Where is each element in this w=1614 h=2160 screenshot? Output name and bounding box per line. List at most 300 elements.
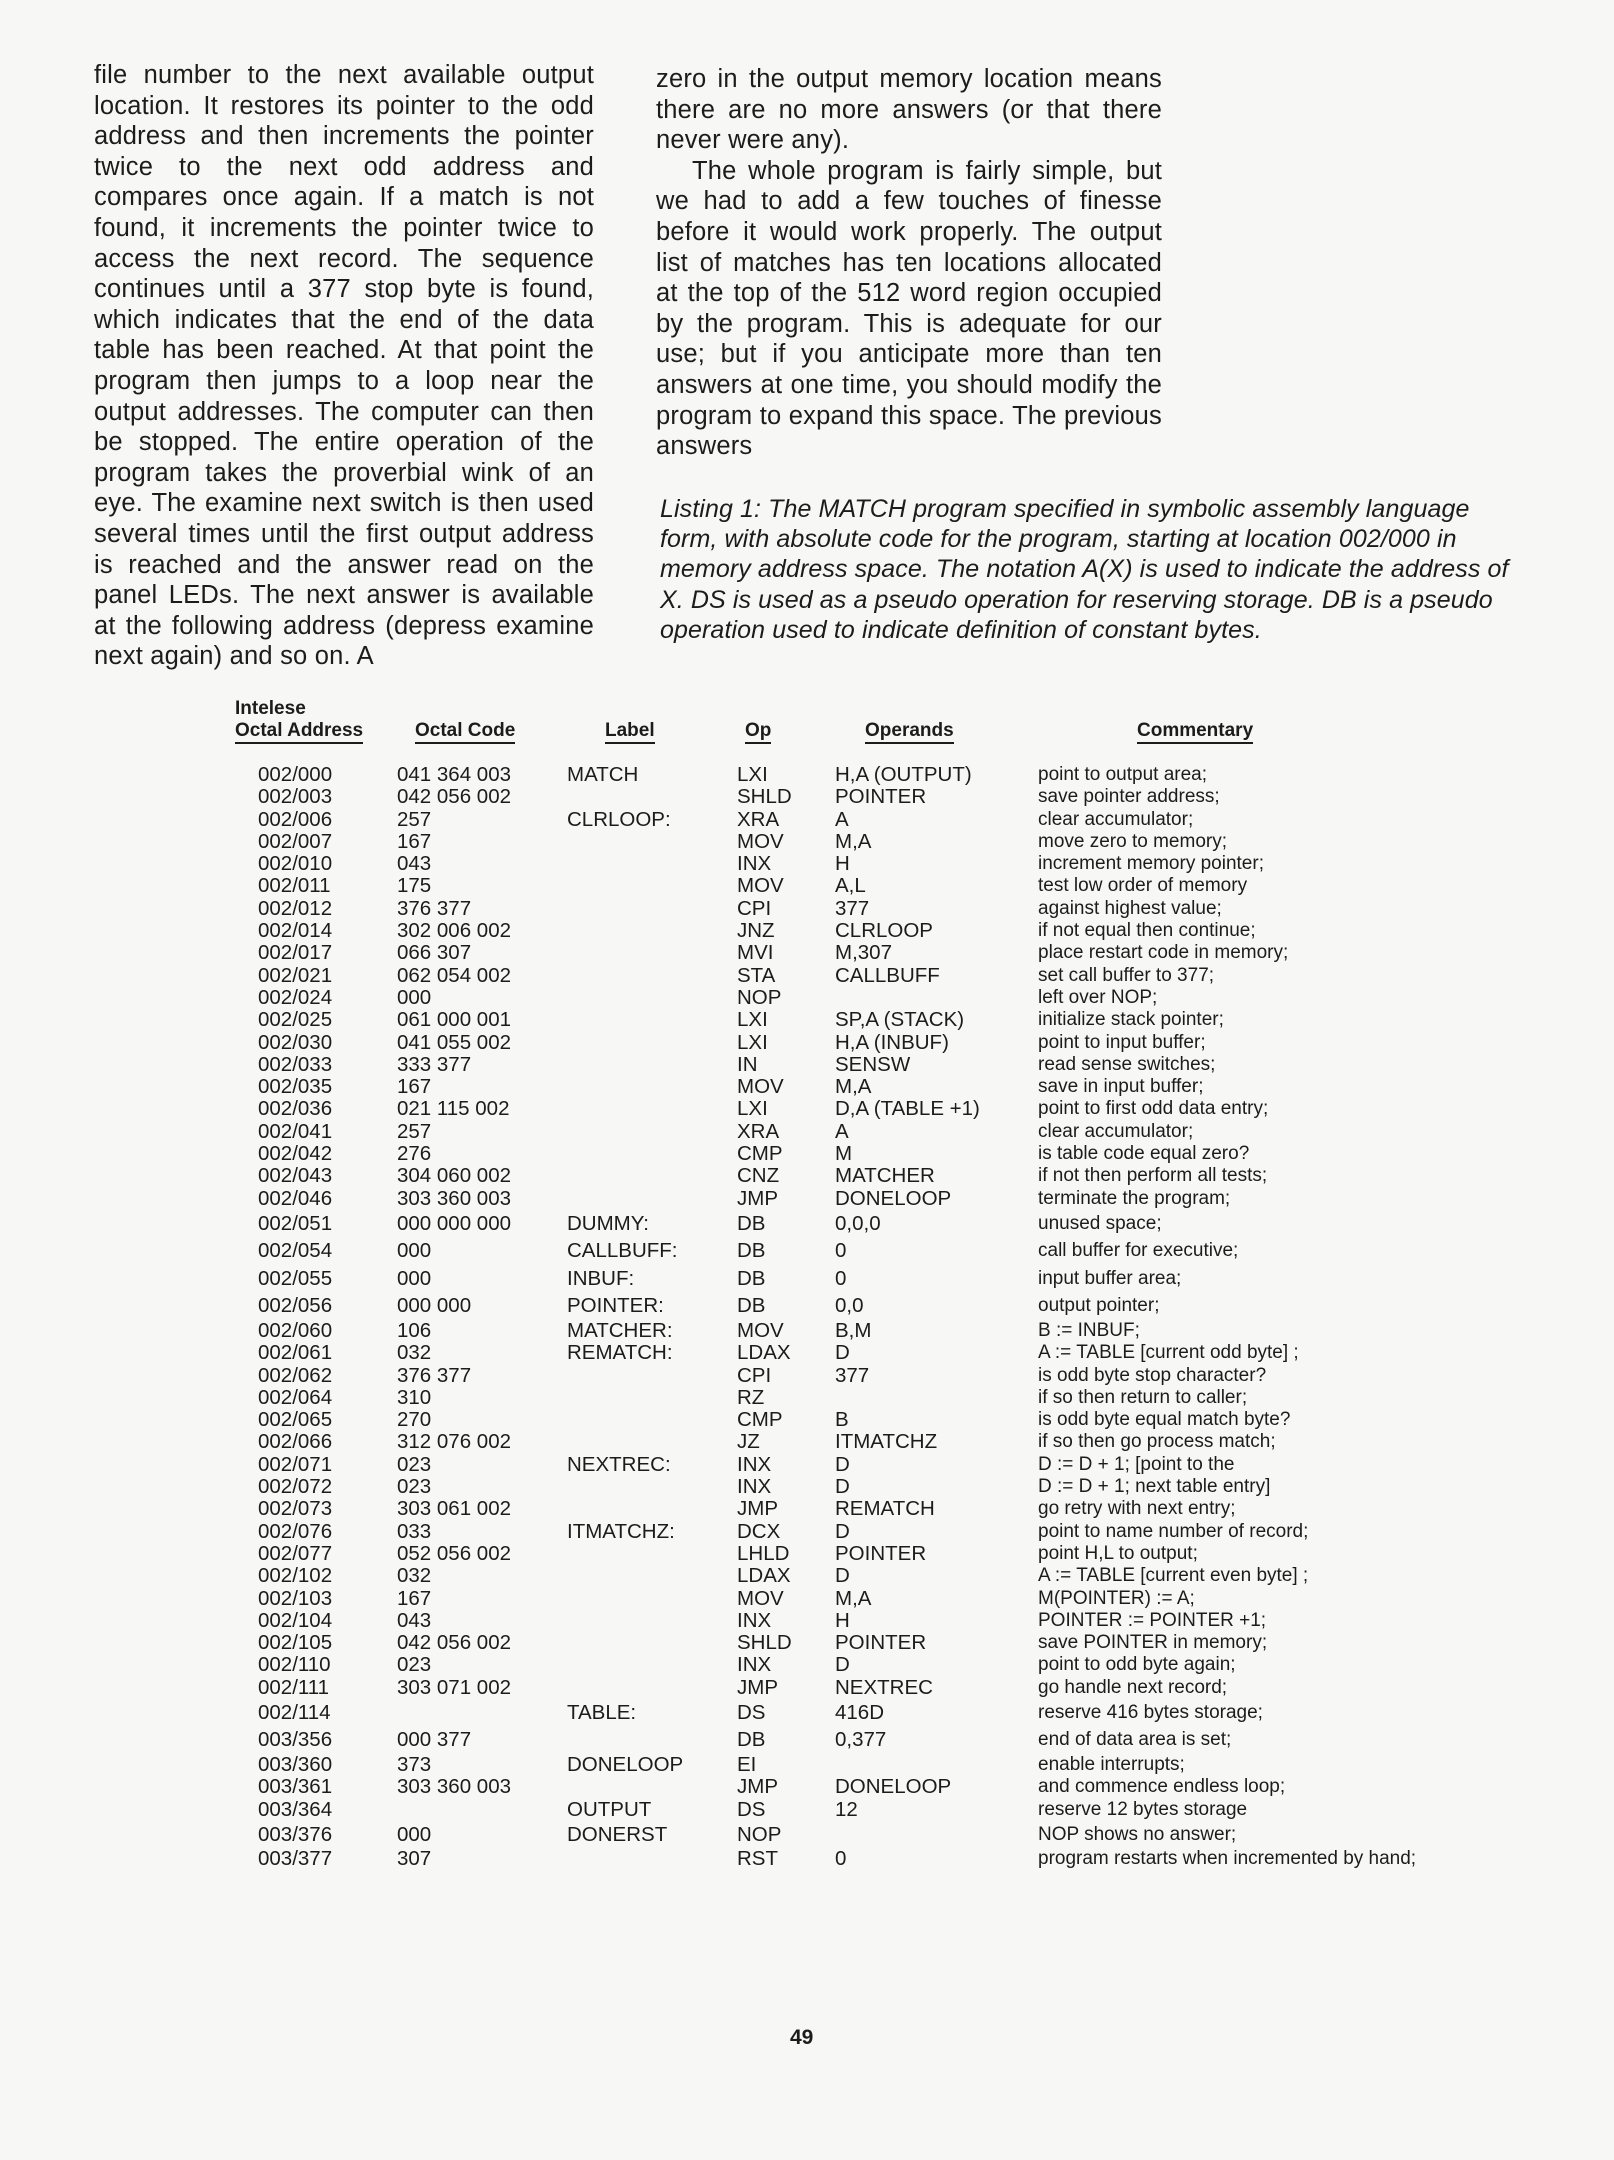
listing-row — [230, 898, 1530, 920]
listing-row — [230, 1565, 1530, 1587]
operands-cell: 0 — [835, 1266, 847, 1290]
label-cell: INBUF: — [567, 1266, 635, 1290]
commentary-cell: D := D + 1; next table entry] — [1038, 1476, 1271, 1498]
header-commentary: Commentary — [1137, 720, 1253, 742]
operands-cell: B,M — [835, 1318, 872, 1342]
listing-row — [230, 1121, 1530, 1143]
commentary-cell: is table code equal zero? — [1038, 1143, 1250, 1165]
listing-row — [230, 1677, 1530, 1699]
listing-row — [230, 1342, 1530, 1364]
commentary-cell: point to output area; — [1038, 764, 1208, 785]
listing-row — [230, 875, 1530, 897]
commentary-cell: clear accumulator; — [1038, 1120, 1194, 1142]
commentary-cell: A := TABLE [current even byte] ; — [1038, 1565, 1309, 1587]
address-cell: 002/072 — [258, 1475, 333, 1499]
op-cell: DB — [737, 1728, 766, 1752]
listing-rows — [230, 764, 1530, 1871]
commentary-cell: unused space; — [1038, 1212, 1162, 1234]
address-cell: 002/024 — [258, 985, 333, 1009]
operands-cell: D — [835, 1519, 850, 1543]
commentary-cell: and commence endless loop; — [1038, 1776, 1286, 1798]
octal-code-cell: 312 076 002 — [397, 1430, 512, 1454]
octal-code-cell: 041 055 002 — [397, 1030, 512, 1054]
op-cell: MOV — [737, 1318, 784, 1342]
commentary-cell: save POINTER in memory; — [1038, 1632, 1268, 1654]
right-column-text — [656, 64, 1162, 462]
op-cell: DB — [737, 1211, 766, 1235]
commentary-cell: POINTER := POINTER +1; — [1038, 1609, 1267, 1631]
octal-code-cell: 000 000 — [397, 1294, 472, 1318]
octal-code-cell: 276 — [397, 1142, 432, 1166]
operands-cell: B — [835, 1408, 849, 1432]
operands-cell: 0 — [835, 1847, 847, 1871]
op-cell: DB — [737, 1266, 766, 1290]
address-cell: 002/061 — [258, 1341, 333, 1365]
address-cell: 003/376 — [258, 1822, 333, 1846]
listing-row — [230, 1076, 1530, 1098]
operands-cell: D — [835, 1564, 850, 1588]
commentary-cell: save pointer address; — [1038, 786, 1220, 808]
label-cell: DUMMY: — [567, 1211, 649, 1235]
op-cell: CPI — [737, 1363, 772, 1387]
op-cell: CMP — [737, 1142, 783, 1166]
listing-row — [230, 1543, 1530, 1565]
operands-cell: H,A (OUTPUT) — [835, 763, 972, 786]
left-column-text — [94, 60, 594, 672]
listing-row — [230, 920, 1530, 942]
operands-cell: 0,0,0 — [835, 1211, 881, 1235]
listing-row — [230, 764, 1530, 786]
listing-row — [230, 1409, 1530, 1431]
op-cell: DS — [737, 1700, 766, 1724]
operands-cell: M — [835, 1142, 853, 1166]
address-cell: 002/036 — [258, 1097, 333, 1121]
header-code: Octal Code — [415, 720, 515, 742]
address-cell: 002/076 — [258, 1519, 333, 1543]
listing-row — [230, 942, 1530, 964]
address-cell: 002/003 — [258, 785, 333, 809]
operands-cell: H — [835, 1608, 850, 1632]
op-cell: INX — [737, 1608, 772, 1632]
commentary-cell: A := TABLE [current odd byte] ; — [1038, 1342, 1299, 1364]
op-cell: SHLD — [737, 785, 792, 809]
address-cell: 002/051 — [258, 1211, 333, 1235]
address-cell: 002/066 — [258, 1430, 333, 1454]
octal-code-cell: 052 056 002 — [397, 1541, 512, 1565]
address-cell: 002/064 — [258, 1385, 333, 1409]
listing-row — [230, 1588, 1530, 1610]
commentary-cell: output pointer; — [1038, 1295, 1160, 1317]
octal-code-cell: 000 — [397, 985, 432, 1009]
operands-cell: H,A (INBUF) — [835, 1030, 949, 1054]
listing-row — [230, 1165, 1530, 1187]
address-cell: 002/010 — [258, 852, 333, 876]
paragraph: The whole program is fairly simple, but we had to add a few touches of finesse before it would work properly. The output list of matches has ten locations allocated at the top of the 512 word region occupied by the program. This is adequate for our use; but if you anticipate more than ten answers at one time, you should modify the program to expand this space. The previous answers — [656, 156, 1162, 461]
address-cell: 002/104 — [258, 1608, 333, 1632]
operands-cell: SP,A (STACK) — [835, 1008, 965, 1032]
octal-code-cell: 000 — [397, 1239, 432, 1263]
listing-row — [230, 1821, 1530, 1849]
op-cell: INX — [737, 852, 772, 876]
commentary-cell: if not equal then continue; — [1038, 920, 1256, 942]
address-cell: 002/041 — [258, 1119, 333, 1143]
op-cell: DCX — [737, 1519, 781, 1543]
header-label: Label — [605, 720, 655, 742]
octal-code-cell: 032 — [397, 1564, 432, 1588]
octal-code-cell: 257 — [397, 807, 432, 831]
address-cell: 002/060 — [258, 1318, 333, 1342]
address-cell: 003/356 — [258, 1728, 333, 1752]
address-cell: 002/056 — [258, 1294, 333, 1318]
operands-cell: CLRLOOP — [835, 919, 933, 943]
op-cell: LHLD — [737, 1541, 790, 1565]
op-cell: XRA — [737, 1119, 780, 1143]
operands-cell: H — [835, 852, 850, 876]
octal-code-cell: 302 006 002 — [397, 919, 512, 943]
address-cell: 002/071 — [258, 1452, 333, 1476]
listing-row — [230, 1237, 1530, 1265]
address-cell: 003/364 — [258, 1797, 333, 1821]
op-cell: XRA — [737, 807, 780, 831]
octal-code-cell: 167 — [397, 1586, 432, 1610]
octal-code-cell: 167 — [397, 829, 432, 853]
op-cell: STA — [737, 963, 776, 987]
address-cell: 002/073 — [258, 1497, 333, 1521]
listing-row — [230, 1476, 1530, 1498]
operands-cell: 0,377 — [835, 1728, 887, 1752]
commentary-cell: B := INBUF; — [1038, 1319, 1140, 1341]
address-cell: 002/055 — [258, 1266, 333, 1290]
commentary-cell: set call buffer to 377; — [1038, 964, 1215, 986]
listing-row — [230, 1776, 1530, 1798]
commentary-cell: initialize stack pointer; — [1038, 1009, 1224, 1031]
header-op: Op — [745, 720, 771, 742]
listing-row — [230, 1610, 1530, 1632]
octal-code-cell: 062 054 002 — [397, 963, 512, 987]
operands-cell: POINTER — [835, 785, 927, 809]
op-cell: NOP — [737, 985, 782, 1009]
commentary-cell: if not then perform all tests; — [1038, 1165, 1268, 1187]
address-cell: 002/030 — [258, 1030, 333, 1054]
listing-row — [230, 1320, 1530, 1342]
octal-code-cell: 023 — [397, 1452, 432, 1476]
commentary-cell: read sense switches; — [1038, 1053, 1216, 1075]
address-cell: 002/014 — [258, 919, 333, 943]
commentary-cell: save in input buffer; — [1038, 1076, 1204, 1098]
address-cell: 002/025 — [258, 1008, 333, 1032]
address-cell: 003/361 — [258, 1775, 333, 1799]
octal-code-cell: 000 — [397, 1266, 432, 1290]
commentary-cell: terminate the program; — [1038, 1187, 1231, 1209]
commentary-cell: M(POINTER) := A; — [1038, 1587, 1195, 1609]
op-cell: MVI — [737, 941, 774, 965]
op-cell: CPI — [737, 896, 772, 920]
address-cell: 002/114 — [258, 1700, 331, 1724]
octal-code-cell: 175 — [397, 874, 432, 898]
operands-cell: 12 — [835, 1797, 858, 1821]
op-cell: DS — [737, 1797, 766, 1821]
operands-cell: D,A (TABLE +1) — [835, 1097, 980, 1121]
op-cell: CNZ — [737, 1164, 780, 1188]
listing-row — [230, 965, 1530, 987]
op-cell: JMP — [737, 1186, 778, 1210]
operands-cell: D — [835, 1341, 850, 1365]
octal-code-cell: 310 — [397, 1385, 432, 1409]
op-cell: DB — [737, 1239, 766, 1263]
op-cell: CMP — [737, 1408, 783, 1432]
listing-row — [230, 1098, 1530, 1120]
octal-code-cell: 376 377 — [397, 1363, 472, 1387]
commentary-cell: go retry with next entry; — [1038, 1498, 1236, 1520]
paragraph: zero in the output memory location means there are no more answers (or that there never were any). — [656, 65, 1162, 155]
listing-row — [230, 831, 1530, 853]
op-cell: LDAX — [737, 1564, 791, 1588]
address-cell: 002/033 — [258, 1052, 333, 1076]
listing-row — [230, 1521, 1530, 1543]
operands-cell: M,A — [835, 1586, 872, 1610]
octal-code-cell: 303 071 002 — [397, 1675, 512, 1699]
listing-row — [230, 1654, 1530, 1676]
label-cell: CALLBUFF: — [567, 1239, 678, 1263]
commentary-cell: is odd byte equal match byte? — [1038, 1409, 1291, 1431]
op-cell: LXI — [737, 763, 768, 786]
commentary-cell: clear accumulator; — [1038, 808, 1194, 830]
octal-code-cell: 304 060 002 — [397, 1164, 512, 1188]
commentary-cell: against highest value; — [1038, 897, 1222, 919]
header-operands: Operands — [865, 720, 954, 742]
listing-row — [230, 1848, 1530, 1870]
listing-row — [230, 1292, 1530, 1320]
operands-cell: SENSW — [835, 1052, 911, 1076]
address-cell: 002/007 — [258, 829, 333, 853]
listing-row — [230, 1632, 1530, 1654]
op-cell: MOV — [737, 874, 784, 898]
octal-code-cell: 061 000 001 — [397, 1008, 512, 1032]
op-cell: NOP — [737, 1822, 782, 1846]
octal-code-cell: 106 — [397, 1318, 432, 1342]
label-cell: NEXTREC: — [567, 1452, 671, 1476]
operands-cell: DONELOOP — [835, 1186, 952, 1210]
octal-code-cell: 373 — [397, 1752, 432, 1776]
operands-cell: NEXTREC — [835, 1675, 933, 1699]
op-cell: INX — [737, 1475, 772, 1499]
octal-code-cell: 307 — [397, 1847, 432, 1871]
operands-cell: 377 — [835, 896, 870, 920]
address-cell: 002/021 — [258, 963, 333, 987]
op-cell: MOV — [737, 1586, 784, 1610]
address-cell: 003/377 — [258, 1847, 333, 1871]
listing-row — [230, 853, 1530, 875]
operands-cell: 416D — [835, 1700, 885, 1724]
listing-row — [230, 1726, 1530, 1754]
paragraph: file number to the next available output location. It restores its pointer to the odd address and then increments the pointer twice to the next odd address and compares once again. If a match is not found, it increments the pointer twice to access the next record. The sequence continues until a 377 stop byte is found, which indicates that the end of the data table has been reached. At that point the program then jumps to a loop near the output addresses. The computer can then be stopped. The entire operation of the program takes the proverbial wink of an eye. The examine next switch is then used several times until the first output address is reached and the answer read on the panel LEDs. The next answer is available at the following address (depress examine next again) and so on. A — [94, 61, 594, 671]
octal-code-cell: 023 — [397, 1475, 432, 1499]
operands-cell: REMATCH — [835, 1497, 935, 1521]
address-cell: 002/111 — [258, 1675, 330, 1699]
commentary-cell: increment memory pointer; — [1038, 853, 1264, 875]
octal-code-cell: 043 — [397, 1608, 432, 1632]
address-cell: 002/046 — [258, 1186, 333, 1210]
op-cell: MOV — [737, 1075, 784, 1099]
octal-code-cell: 270 — [397, 1408, 432, 1432]
address-cell: 003/360 — [258, 1752, 333, 1776]
commentary-cell: enable interrupts; — [1038, 1753, 1185, 1775]
octal-code-cell: 042 056 002 — [397, 785, 512, 809]
op-cell: JMP — [737, 1497, 778, 1521]
op-cell: LXI — [737, 1008, 768, 1032]
label-cell: DONELOOP — [567, 1752, 684, 1776]
octal-code-cell: 303 360 003 — [397, 1775, 512, 1799]
octal-code-cell: 000 — [397, 1822, 432, 1846]
operands-cell: D — [835, 1475, 850, 1499]
listing-row — [230, 1387, 1530, 1409]
octal-code-cell: 376 377 — [397, 896, 472, 920]
listing-row — [230, 1431, 1530, 1453]
label-cell: REMATCH: — [567, 1341, 673, 1365]
octal-code-cell: 021 115 002 — [397, 1097, 510, 1121]
op-cell: JMP — [737, 1775, 778, 1799]
op-cell: JMP — [737, 1675, 778, 1699]
octal-code-cell: 042 056 002 — [397, 1631, 512, 1655]
listing-row — [230, 1054, 1530, 1076]
operands-cell: A,L — [835, 874, 866, 898]
octal-code-cell: 257 — [397, 1119, 432, 1143]
listing-caption: Listing 1: The MATCH program specified in symbolic assembly language form, with absolute code for the program, starting at location 002/000 in memory address space. The notation A(X) is used to indicate the address of X. DS is used as a pseudo operation for reserving storage. DB is a pseudo operation used to indicate definition of constant bytes. — [660, 495, 1509, 644]
address-cell: 002/035 — [258, 1075, 333, 1099]
operands-cell: M,A — [835, 829, 872, 853]
listing-row — [230, 1009, 1530, 1031]
listing-row — [230, 786, 1530, 808]
octal-code-cell: 333 377 — [397, 1052, 472, 1076]
address-cell: 002/011 — [258, 874, 331, 898]
listing-row — [230, 1454, 1530, 1476]
commentary-cell: point to odd byte again; — [1038, 1654, 1236, 1676]
address-cell: 002/017 — [258, 941, 333, 965]
commentary-cell: D := D + 1; [point to the — [1038, 1453, 1235, 1475]
address-cell: 002/054 — [258, 1239, 333, 1263]
operands-cell: ITMATCHZ — [835, 1430, 938, 1454]
octal-code-cell: 000 377 — [397, 1728, 472, 1752]
address-cell: 002/012 — [258, 896, 333, 920]
commentary-cell: if so then go process match; — [1038, 1431, 1276, 1453]
address-cell: 002/102 — [258, 1564, 333, 1588]
listing-row — [230, 809, 1530, 831]
address-cell: 002/105 — [258, 1631, 333, 1655]
commentary-cell: if so then return to caller; — [1038, 1386, 1248, 1408]
octal-code-cell: 033 — [397, 1519, 432, 1543]
operands-cell: 0,0 — [835, 1294, 864, 1318]
page-number: 49 — [790, 2026, 814, 2049]
commentary-cell: point to name number of record; — [1038, 1520, 1309, 1542]
address-cell: 002/103 — [258, 1586, 333, 1610]
operands-cell: M,A — [835, 1075, 872, 1099]
octal-code-cell: 041 364 003 — [397, 763, 512, 786]
address-cell: 002/043 — [258, 1164, 333, 1188]
octal-code-cell: 066 307 — [397, 941, 472, 965]
commentary-cell: input buffer area; — [1038, 1267, 1182, 1289]
op-cell: EI — [737, 1752, 757, 1776]
listing-row — [230, 1143, 1530, 1165]
address-cell: 002/062 — [258, 1363, 333, 1387]
op-cell: MOV — [737, 829, 784, 853]
address-cell: 002/042 — [258, 1142, 333, 1166]
label-cell: OUTPUT — [567, 1797, 652, 1821]
commentary-cell: go handle next record; — [1038, 1676, 1228, 1698]
operands-cell: CALLBUFF — [835, 963, 940, 987]
operands-cell: DONELOOP — [835, 1775, 952, 1799]
label-cell: CLRLOOP: — [567, 807, 671, 831]
listing-row — [230, 1699, 1530, 1727]
op-cell: INX — [737, 1653, 772, 1677]
octal-code-cell: 032 — [397, 1341, 432, 1365]
address-cell: 002/065 — [258, 1408, 333, 1432]
listing-row — [230, 987, 1530, 1009]
operands-cell: D — [835, 1653, 850, 1677]
commentary-cell: is odd byte stop character? — [1038, 1364, 1267, 1386]
operands-cell: D — [835, 1452, 850, 1476]
listing-row — [230, 1265, 1530, 1293]
op-cell: SHLD — [737, 1631, 792, 1655]
operands-cell: POINTER — [835, 1631, 927, 1655]
commentary-cell: place restart code in memory; — [1038, 942, 1289, 964]
operands-cell: A — [835, 1119, 849, 1143]
commentary-cell: move zero to memory; — [1038, 830, 1227, 852]
listing-row — [230, 1365, 1530, 1387]
listing-row — [230, 1799, 1530, 1821]
operands-cell: POINTER — [835, 1541, 927, 1565]
operands-cell: 377 — [835, 1363, 870, 1387]
commentary-cell: call buffer for executive; — [1038, 1240, 1239, 1262]
op-cell: DB — [737, 1294, 766, 1318]
operands-cell: MATCHER — [835, 1164, 935, 1188]
commentary-cell: reserve 12 bytes storage — [1038, 1798, 1248, 1820]
commentary-cell: NOP shows no answer; — [1038, 1823, 1237, 1845]
label-cell: ITMATCHZ: — [567, 1519, 675, 1543]
commentary-cell: reserve 416 bytes storage; — [1038, 1701, 1263, 1723]
address-cell: 002/006 — [258, 807, 333, 831]
listing-row — [230, 1210, 1530, 1238]
op-cell: RST — [737, 1847, 778, 1871]
listing-row — [230, 1032, 1530, 1054]
commentary-cell: point to first odd data entry; — [1038, 1098, 1269, 1120]
octal-code-cell: 167 — [397, 1075, 432, 1099]
label-cell: MATCH — [567, 763, 639, 786]
commentary-cell: program restarts when incremented by hand; — [1038, 1848, 1417, 1870]
operands-cell: M,307 — [835, 941, 892, 965]
label-cell: MATCHER: — [567, 1318, 673, 1342]
address-cell: 002/000 — [258, 763, 333, 786]
octal-code-cell: 043 — [397, 852, 432, 876]
header-addr-line1: Intelese — [235, 698, 306, 719]
header-addr: Octal Address — [235, 720, 363, 742]
octal-code-cell: 000 000 000 — [397, 1211, 512, 1235]
commentary-cell: point H,L to output; — [1038, 1542, 1198, 1564]
op-cell: RZ — [737, 1385, 765, 1409]
op-cell: LXI — [737, 1097, 768, 1121]
listing-row — [230, 1754, 1530, 1776]
op-cell: INX — [737, 1452, 772, 1476]
op-cell: LXI — [737, 1030, 768, 1054]
listing-row — [230, 1498, 1530, 1520]
op-cell: JNZ — [737, 919, 775, 943]
commentary-cell: left over NOP; — [1038, 986, 1158, 1008]
commentary-cell: end of data area is set; — [1038, 1729, 1232, 1751]
label-cell: POINTER: — [567, 1294, 664, 1318]
commentary-cell: test low order of memory — [1038, 875, 1248, 897]
octal-code-cell: 023 — [397, 1653, 432, 1677]
octal-code-cell: 303 061 002 — [397, 1497, 512, 1521]
op-cell: LDAX — [737, 1341, 791, 1365]
